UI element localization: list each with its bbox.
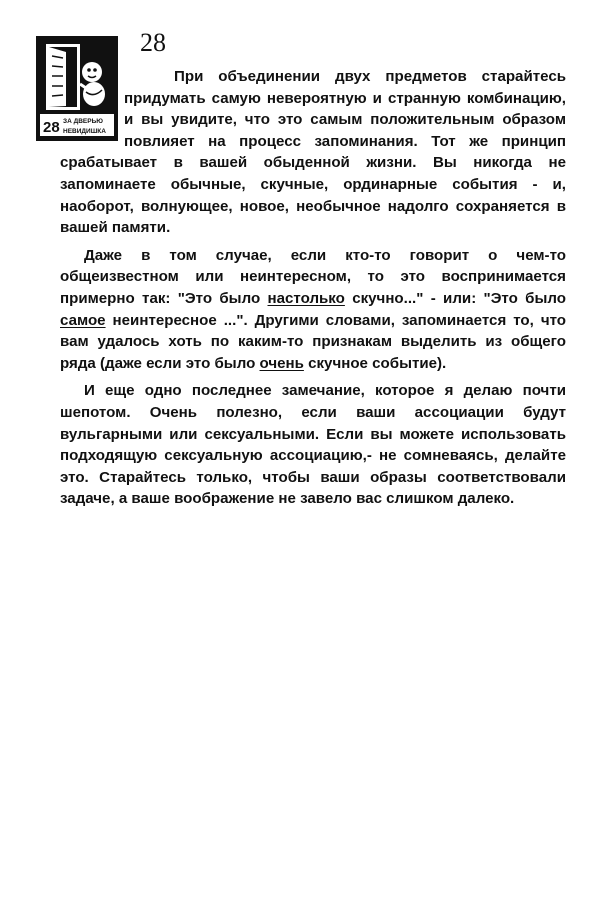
paragraph-2 (60, 245, 566, 375)
paragraph-2-text-b: скучно..." - или: "Это было (344, 289, 566, 307)
paragraph-3 (60, 380, 566, 510)
paragraph-1 (60, 66, 566, 239)
emblem-caption-line1: ЗА ДВЕРЬЮ (63, 118, 103, 125)
paragraph-2-text-a: Даже в том случае, если кто-то говорит о чем-то общеизвестном или неинтересном, то это воспринимается примерно так: "Это было (60, 246, 566, 307)
paragraph-2-text-d: скучное событие). (303, 354, 447, 372)
paragraph-1-text: При объединении двух предметов старайтесь придумать самую невероятную и странную комбинацию, и вы увидите, что это самым положительным образом повлияет на процесс запоминания. Тот же принцип срабатывает в вашей обыденной жизни. Вы никогда не запоминаете обычные, скучные, ординарные события - и, наоборот, волнующее, новое, необычное надолго сохраняется в вашей памяти. (60, 68, 566, 237)
underlined-word-samoe: самое (60, 311, 106, 329)
paragraph-3-text: И еще одно последнее замечание, которое я делаю почти шепотом. Очень полезно, если ваши ассоциации будут вульгарными или сексуальными. Если вы можете использовать подходящую сексуальную ассоциацию,- не сомневаясь, делайте это. Старайтесь только, чтобы ваши образы соответствовали задаче, а ваше воображение не завело вас слишком далеко. (60, 382, 566, 508)
text-body (60, 66, 566, 516)
emblem-caption-line2: НЕВИДИШКА (63, 128, 106, 135)
paragraph-2-text-c: неинтересное ...". Другими словами, запоминается то, что вам удалось хоть по каким-то признакам выделить из общего ряда (даже если это было (60, 311, 566, 372)
underlined-word-nastolko: настолько (267, 289, 345, 307)
emblem-number: 28 (43, 119, 60, 136)
underlined-word-ochen: очень (259, 354, 304, 372)
page-number: 28 (140, 28, 166, 57)
emblem-wrap-space (60, 66, 124, 152)
